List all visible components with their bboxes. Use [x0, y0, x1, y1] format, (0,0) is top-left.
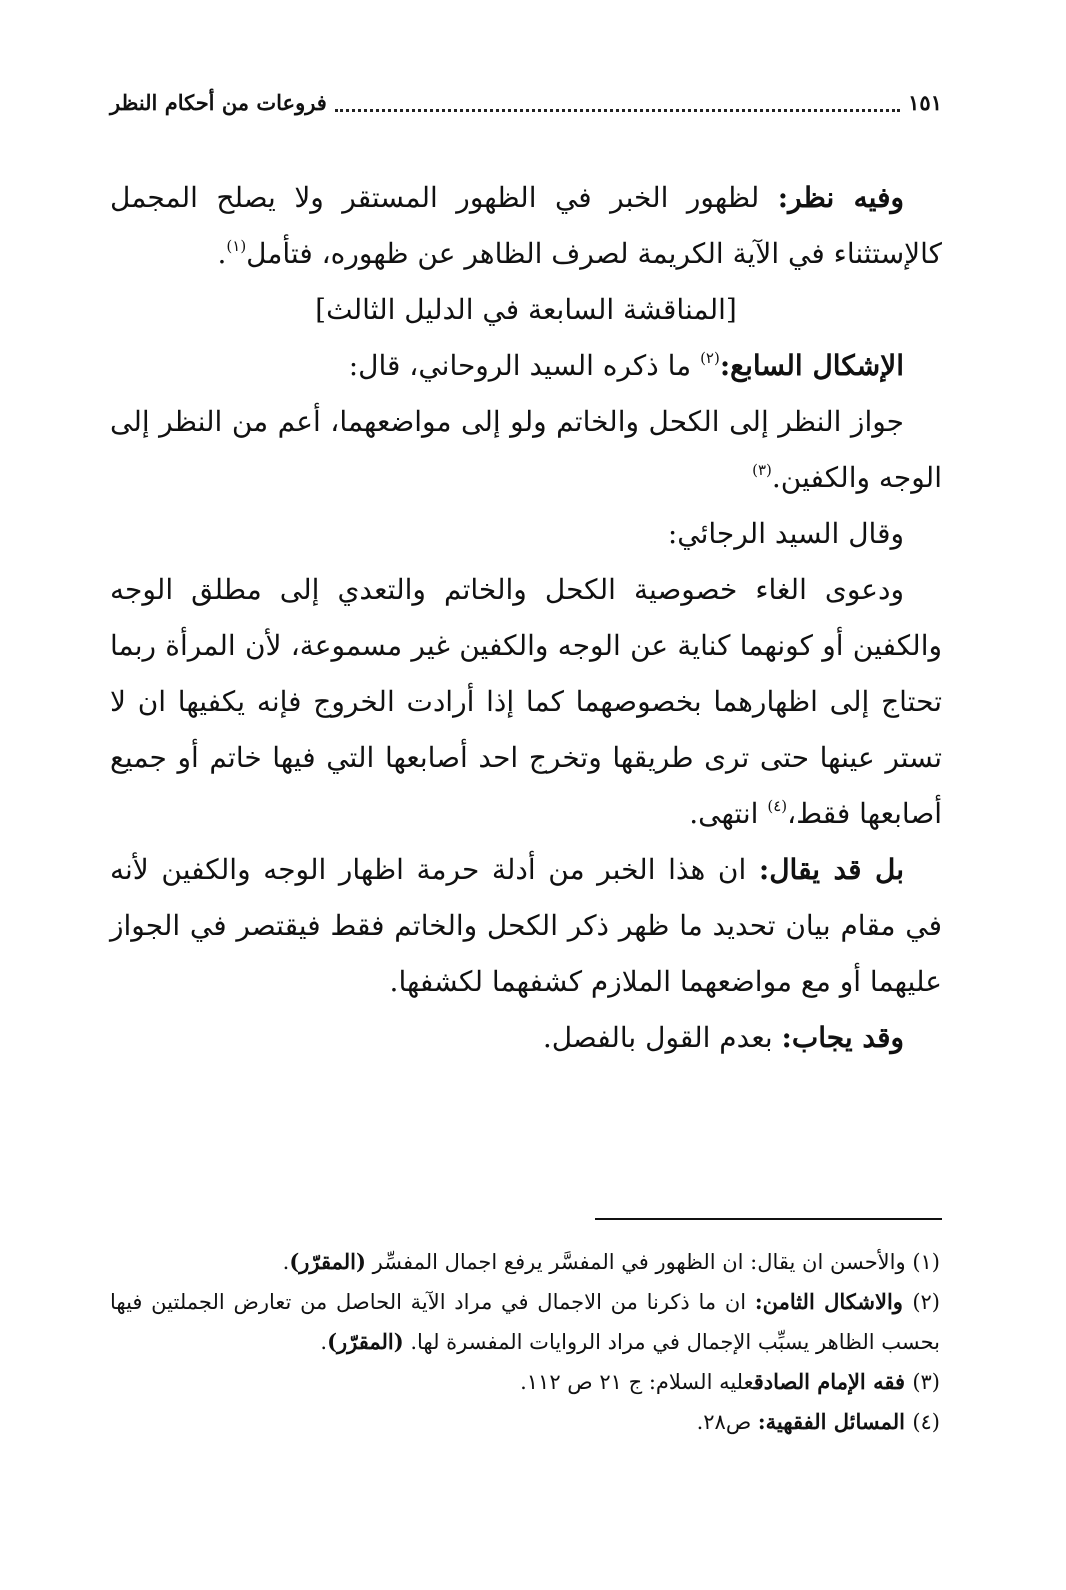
paragraph-7-label: وقد يجاب: [781, 1021, 904, 1054]
footnote-separator [595, 1218, 942, 1220]
footnote-ref-3: (٣) [752, 461, 772, 479]
paragraph-7 [110, 1010, 942, 1066]
paragraph-1 [110, 170, 942, 282]
paragraph-6-label: بل قد يقال: [758, 853, 905, 886]
header-title: فروعات من أحكام النظر [110, 89, 327, 115]
footnote-label: المسائل الفقهية: [757, 1409, 913, 1434]
footnotes [110, 1242, 942, 1442]
footnote-end: . [320, 1330, 328, 1354]
paragraph-1-text: لظهور الخبر في الظهور المستقر ولا يصلح المجمل كالإستثناء في الآية الكريمة لصرف الظاهر عن ظهوره، فتأمل [110, 181, 942, 270]
header-leader-dots [335, 93, 900, 112]
footnote-label: فقه الإمام الصادق [753, 1369, 913, 1394]
footnote-number: (١) [912, 1250, 940, 1274]
footnote-3 [110, 1362, 942, 1402]
footnote-label: والاشكال الثامن: [754, 1289, 913, 1314]
footnote-1 [110, 1242, 942, 1282]
footnote-text: والأحسن ان يقال: ان الظهور في المفسَّر يرفع اجمال المفسِّر [365, 1250, 913, 1274]
footnote-ref-tag: (المقرّر) [327, 1329, 404, 1354]
paragraph-6 [110, 842, 942, 1010]
page [110, 70, 942, 1550]
section-heading: [المناقشة السابعة في الدليل الثالث] [315, 293, 737, 326]
paragraph-3 [110, 394, 942, 506]
paragraph-1-label: وفيه نظر: [777, 181, 904, 214]
running-header [110, 82, 942, 122]
paragraph-3-text: جواز النظر إلى الكحل والخاتم ولو إلى مواضعهما، أعم من النظر إلى الوجه والكفين. [110, 405, 942, 494]
footnote-ref-4: (٤) [767, 797, 788, 815]
footnote-ref-1: (١) [226, 237, 247, 255]
main-text [110, 170, 942, 1066]
footnote-end: . [282, 1250, 290, 1274]
paragraph-7-text: بعدم القول بالفصل. [542, 1021, 782, 1054]
paragraph-2-label: الإشكال السابع: [719, 349, 904, 382]
paragraph-2-text: ما ذكره السيد الروحاني، قال: [348, 349, 701, 382]
paragraph-5 [110, 562, 942, 842]
paragraph-6-text: ان هذا الخبر من أدلة حرمة اظهار الوجه والكفين لأنه في مقام بيان تحديد ما ظهر ذكر الكحل والخاتم فقط فيقتصر في الجواز عليهما أو مع مواضعهما الملازم كشفهما لكشفها. [110, 853, 942, 998]
footnote-text: عليه السلام: ج ٢١ ص ١١٢. [520, 1370, 754, 1394]
paragraph-5-end: انتهى. [689, 797, 768, 830]
footnote-ref-2: (٢) [700, 349, 720, 367]
footnote-4 [110, 1402, 942, 1442]
footnote-text: ص٢٨. [696, 1410, 758, 1434]
footnote-number: (٤) [912, 1410, 940, 1434]
page-number: ١٥١ [908, 89, 942, 115]
paragraph-4-text: وقال السيد الرجائي: [667, 517, 904, 550]
footnote-ref-tag: (المقرّر) [289, 1249, 366, 1274]
paragraph-2 [110, 338, 942, 394]
paragraph-4 [110, 506, 942, 562]
footnote-number: (٢) [912, 1290, 940, 1314]
footnote-number: (٣) [912, 1370, 940, 1394]
footnote-text: ان ما ذكرنا من الاجمال في مراد الآية الحاصل من تعارض الجملتين فيها بحسب الظاهر يسبِّب الإجمال في مراد الروايات المفسرة لها. [110, 1290, 940, 1354]
paragraph-5-text: ودعوى الغاء خصوصية الكحل والخاتم والتعدي إلى مطلق الوجه والكفين أو كونهما كناية عن الوجه والكفين غير مسموعة، لأن المرأة ربما تحتاج إلى اظهارهما بخصوصهما كما إذا أرادت الخروج فإنه يكفيها ان لا تستر عينها حتى ترى طريقها وتخرج احد أصابعها التي فيها خاتم أو جميع أصابعها فقط، [110, 573, 942, 830]
paragraph-1-end: . [217, 237, 227, 270]
footnote-2 [110, 1282, 942, 1362]
